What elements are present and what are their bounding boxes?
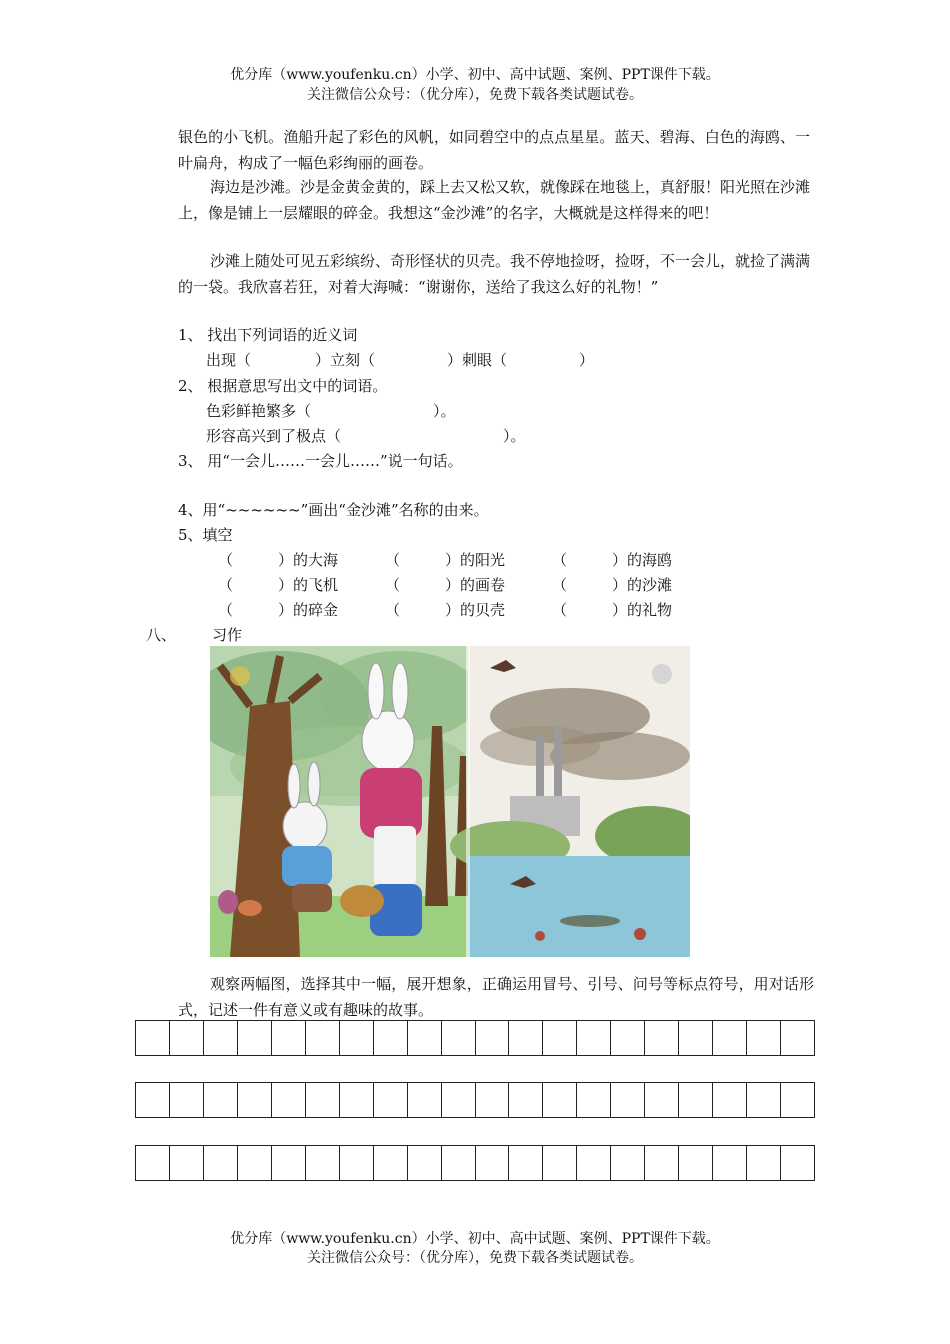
passage-paragraph-2: 海边是沙滩。沙是金黄金黄的，踩上去又松又软，就像踩在地毯上，真舒服！阳光照在沙滩上，像是铺上一层耀眼的碎金。我想这“金沙滩”的名字，大概就是这样得来的吧！: [178, 178, 811, 222]
question-3: 3、 用“一会儿……一会儿……”说一句话。: [178, 452, 463, 470]
fill-row-2: [218, 575, 719, 595]
question-1: 1、 找出下列词语的近义词: [178, 326, 358, 344]
question-2: 2、 根据意思写出文中的词语。: [178, 377, 388, 395]
q2b-end: ）。: [503, 427, 526, 445]
q1-item-1: 出现（: [206, 351, 252, 369]
passage-paragraph-3: 沙滩上随处可见五彩缤纷、奇形怪状的贝壳。我不停地捡呀，捡呀，不一会儿，就捡了满满的一袋。我欣喜若狂，对着大海喊：“谢谢你，送给了我这么好的礼物！”: [178, 252, 811, 296]
section-8-number: 八、: [146, 626, 177, 644]
question-2b: [206, 426, 526, 446]
writing-grid-row-2[interactable]: [135, 1082, 815, 1118]
q1-item-2: ）立刻（: [315, 351, 376, 369]
fill-item: （ ）的飞机: [218, 576, 339, 594]
fill-item: （ ）的画卷: [385, 576, 506, 594]
q2a-end: ）。: [433, 402, 456, 420]
fill-item: （ ）的海鸥: [552, 551, 673, 569]
factory-scene: [450, 646, 690, 957]
footer-line-1: 优分库（www.youfenku.cn）小学、初中、高中试题、案例、PPT课件下载。: [230, 1231, 720, 1247]
fill-item: （ ）的礼物: [552, 601, 673, 619]
illustration-svg: [210, 646, 690, 957]
fill-item: （ ）的贝壳: [385, 601, 506, 619]
passage-paragraph-1: 银色的小飞机。渔船升起了彩色的风帆，如同碧空中的点点星星。蓝天、碧海、白色的海鸥、一叶扁舟，构成了一幅色彩绚丽的画卷。: [178, 128, 810, 172]
fill-row-1: [218, 550, 719, 570]
question-1-items: [206, 350, 594, 370]
question-2a: [206, 401, 456, 421]
fill-item: （ ）的碎金: [218, 601, 339, 619]
footer-line-2: 关注微信公众号：（优分库），免费下载各类试题试卷。: [307, 1250, 643, 1266]
composition-instruction: 观察两幅图，选择其中一幅，展开想象，正确运用冒号、引号、问号等标点符号，用对话形式，记述一件有意义或有趣味的故事。: [178, 975, 814, 1019]
fill-item: （ ）的沙滩: [552, 576, 673, 594]
writing-grid-row-1[interactable]: [135, 1020, 815, 1056]
composition-illustration: [210, 646, 690, 957]
q2a-label: 色彩鲜艳繁多（: [206, 402, 312, 420]
header-line-1: 优分库（www.youfenku.cn）小学、初中、高中试题、案例、PPT课件下载。: [230, 67, 720, 83]
q1-item-4: ）: [579, 351, 595, 369]
q1-item-3: ）刺眼（: [447, 351, 508, 369]
fill-item: （ ）的大海: [218, 551, 339, 569]
question-5: 5、填空: [178, 526, 233, 544]
q2b-label: 形容高兴到了极点（: [206, 427, 342, 445]
header-line-2: 关注微信公众号：（优分库），免费下载各类试题试卷。: [307, 87, 643, 103]
fill-row-3: [218, 600, 719, 620]
question-4: 4、用“~~~~~~”画出“金沙滩”名称的由来。: [178, 501, 489, 519]
fill-item: （ ）的阳光: [385, 551, 506, 569]
writing-grid-row-3[interactable]: [135, 1145, 815, 1181]
forest-scene: [210, 646, 480, 957]
section-8-title: 习作: [212, 626, 243, 644]
